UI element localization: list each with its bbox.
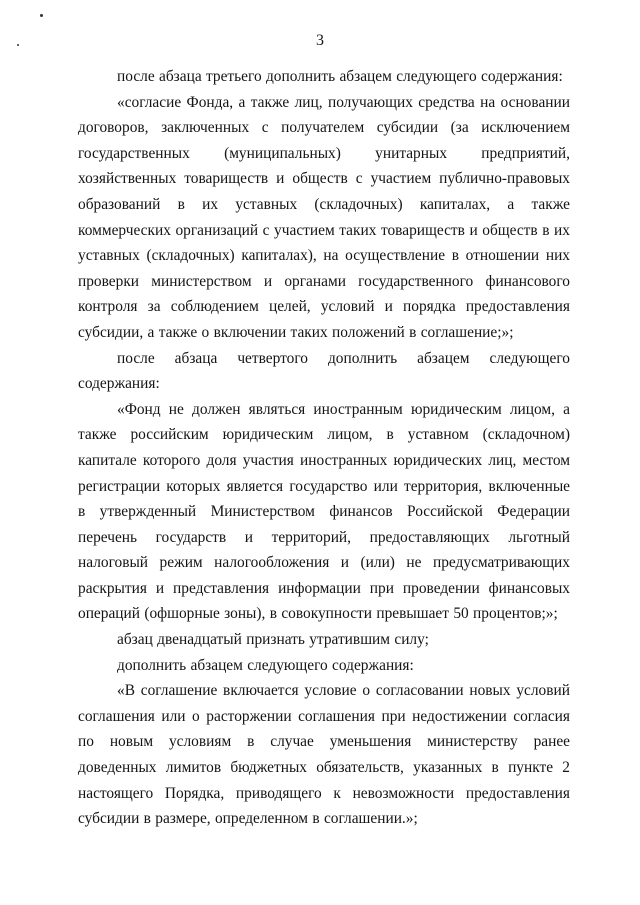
page-number: 3 (316, 32, 324, 49)
scan-speck (40, 14, 43, 17)
paragraph: абзац двенадцатый признать утратившим силу; (117, 631, 429, 649)
paragraph: после абзаца третьего дополнить абзацем следующего содержания: (117, 68, 563, 85)
document-body (78, 64, 570, 832)
paragraph: дополнить абзацем следующего содержания: (117, 656, 414, 674)
paragraph: «согласие Фонда, а также лиц, получающих средства на основании договоров, заключенных с получателем субсидии (за исключением государственных (муниципальных) унитарных предприятий, хозяйственных товариществ и обществ с участием публично-правовых образований в их уставных (складочных) капиталах, а также коммерческих организаций с участием таких товариществ и обществ в их уставных (складочных) капиталах), на осуществление в отношении них проверки министерством и органами государственного финансового контроля за соблюдением целей, условий и порядка предоставления субсидии, а также о включении таких положений в соглашение;»; (78, 93, 570, 341)
paragraph: после абзаца четвертого дополнить абзацем следующего содержания: (78, 349, 570, 393)
paragraph: «В соглашение включается условие о согласовании новых условий соглашения или о расторжении соглашения при недостижении согласия по новым условиям в случае уменьшения министерству ранее доведенных лимитов бюджетных обязательств, указанных в пункте 2 настоящего Порядка, приводящего к невозможности предоставления субсидии в размере, определенном в соглашении.»; (78, 682, 570, 828)
paragraph: «Фонд не должен являться иностранным юридическим лицом, а также российским юридическим лицом, в уставном (складочном) капитале которого доля участия иностранных юридических лиц, местом регистрации которых является государство или территория, включенные в утвержденный Министерством финансов Российской Федерации перечень государств и территорий, предоставляющих льготный налоговый режим налогообложения и (или) не предусматривающих раскрытия и представления информации при проведении финансовых операций (офшорные зоны), в совокупности превышает 50 процентов;»; (78, 400, 570, 623)
